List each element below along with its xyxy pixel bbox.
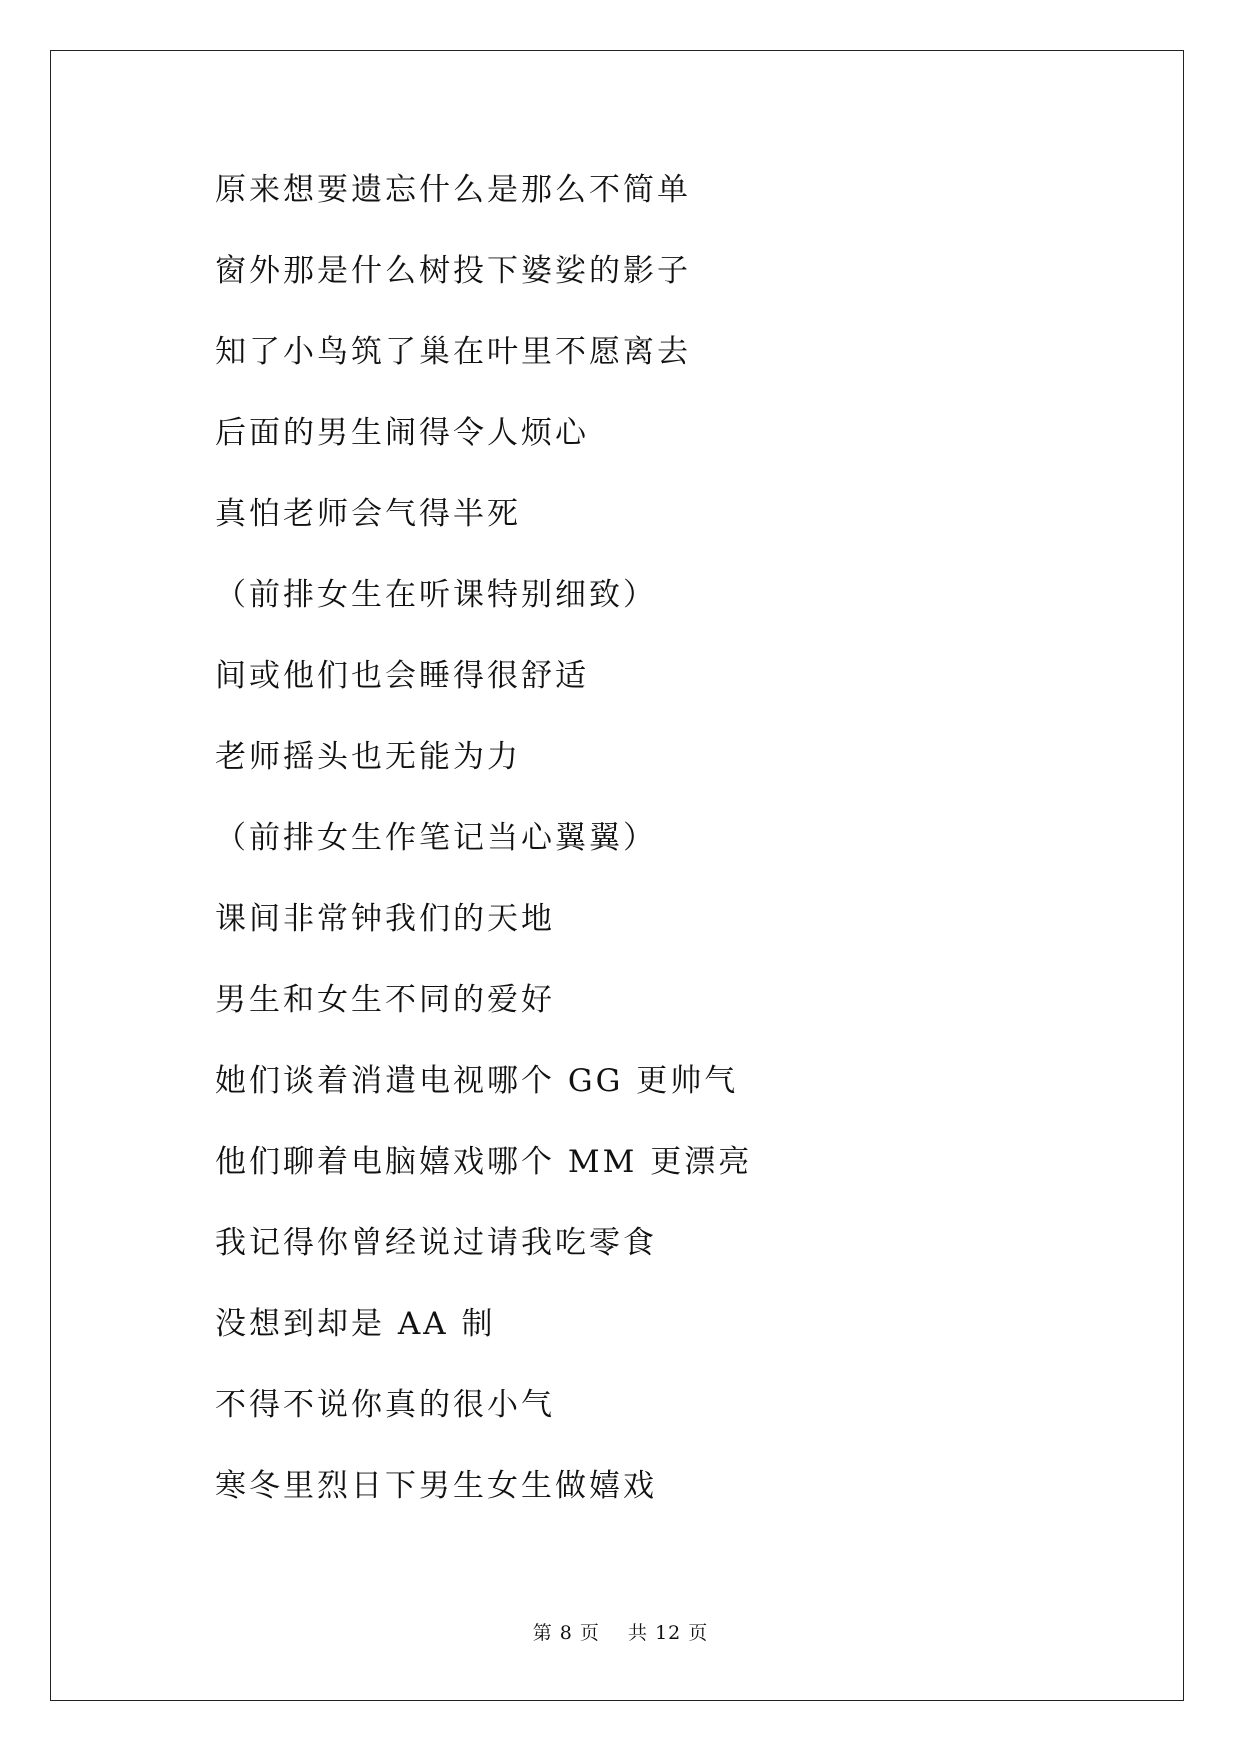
text-line: 窗外那是什么树投下婆娑的影子 xyxy=(215,253,691,289)
text-line: 男生和女生不同的爱好 xyxy=(215,982,555,1018)
text-line: 课间非常钟我们的天地 xyxy=(215,901,555,937)
text-line: 老师摇头也无能为力 xyxy=(215,739,521,775)
text-line: 不得不说你真的很小气 xyxy=(215,1387,555,1423)
text-line: 间或他们也会睡得很舒适 xyxy=(215,658,589,694)
document-body xyxy=(215,170,1115,1547)
text-line: 她们谈着消遣电视哪个 GG 更帅气 xyxy=(215,1063,739,1099)
text-line: 他们聊着电脑嬉戏哪个 MM 更漂亮 xyxy=(215,1144,753,1180)
text-line: 寒冬里烈日下男生女生做嬉戏 xyxy=(215,1468,657,1504)
text-line: 没想到却是 AA 制 xyxy=(215,1306,496,1342)
text-line: （前排女生作笔记当心翼翼） xyxy=(215,820,657,856)
text-line: 真怕老师会气得半死 xyxy=(215,496,521,532)
text-line: 原来想要遗忘什么是那么不简单 xyxy=(215,172,691,208)
page-number-footer: 第 8 页 共 12 页 xyxy=(532,1622,709,1644)
text-line: 后面的男生闹得令人烦心 xyxy=(215,415,589,451)
text-line: 知了小鸟筑了巢在叶里不愿离去 xyxy=(215,334,691,370)
text-line: （前排女生在听课特别细致） xyxy=(215,577,657,613)
text-line: 我记得你曾经说过请我吃零食 xyxy=(215,1225,657,1261)
